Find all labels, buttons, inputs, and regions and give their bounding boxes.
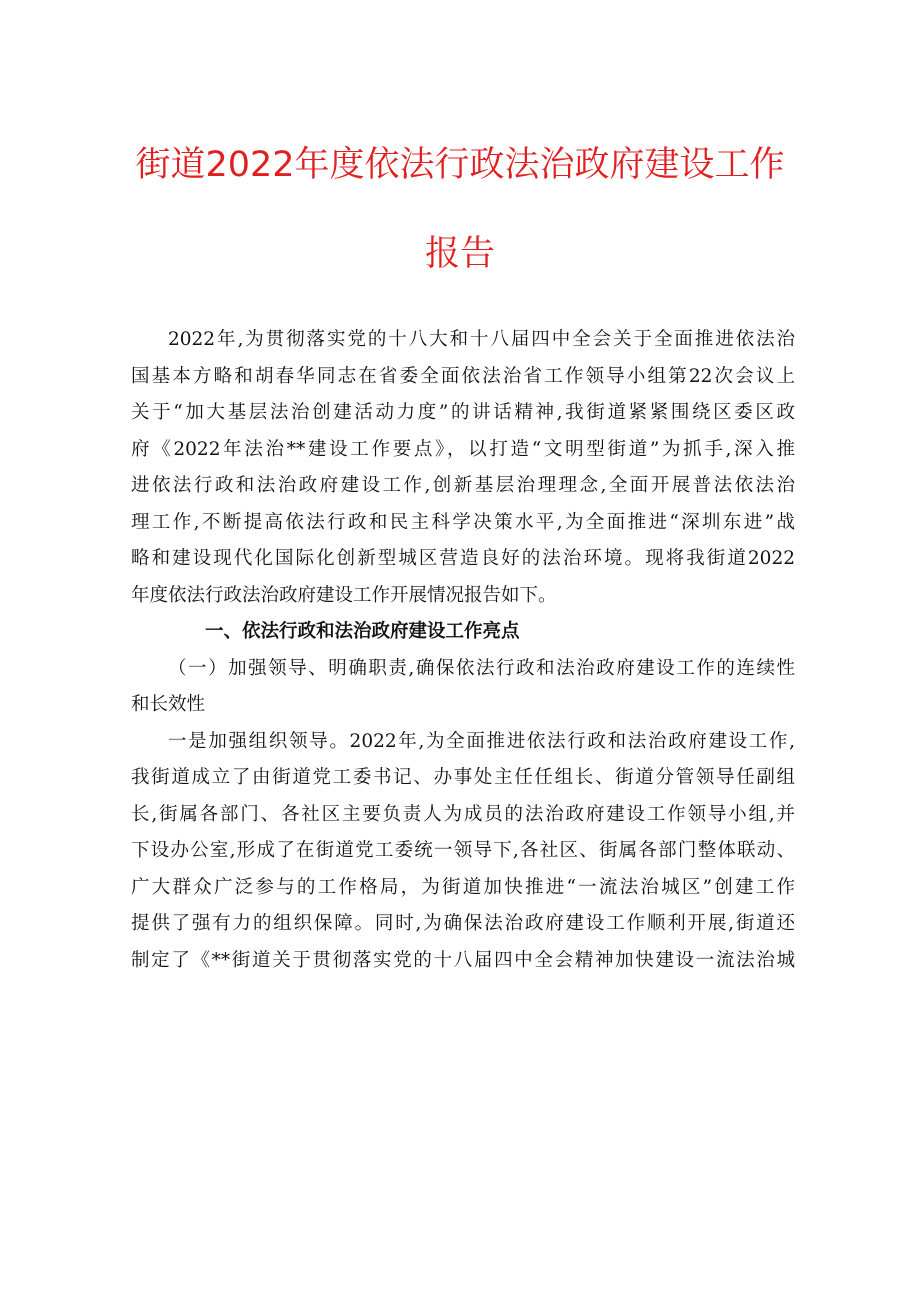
text-line: 2022年,为贯彻落实党的十八大和十八届四中全会关于全面推进依法治 — [168, 329, 795, 350]
text-line: 和长效性 — [131, 694, 206, 715]
text-line: 制定了《**街道关于贯彻落实党的十八届四中全会精神加快建设一流法治城 — [131, 949, 795, 971]
text-line: 关于“加大基层法治创建活动力度”的讲话精神,我街道紧紧围绕区委区政 — [131, 402, 795, 423]
text-line: 进依法行政和法治政府建设工作,创新基层治理理念,全面开展普法依法治 — [131, 475, 795, 496]
section-heading: 一、依法行政和法治政府建设工作亮点 — [205, 621, 520, 642]
text-line: 年度依法行政法治政府建设工作开展情况报告如下。 — [131, 584, 557, 606]
text-line: 长,街属各部门、各社区主要负责人为成员的法治政府建设工作领导小组,并 — [131, 803, 795, 825]
text-line: 下设办公室,形成了在街道党工委统一领导下,各社区、街属各部门整体联动、 — [131, 840, 795, 861]
document-title-line-1: 街道2022年度依法行政法治政府建设工作 — [135, 145, 785, 185]
text-line: 一是加强组织领导。2022年,为全面推进依法行政和法治政府建设工作, — [168, 730, 795, 752]
intro-paragraph — [131, 322, 795, 614]
document-body — [131, 322, 795, 979]
text-line: 广大群众广泛参与的工作格局，为街道加快推进“一流法治城区”创建工作 — [131, 876, 795, 898]
text-line: （一）加强领导、明确职责,确保依法行政和法治政府建设工作的连续性 — [168, 657, 795, 679]
text-line: 提供了强有力的组织保障。同时,为确保法治政府建设工作顺利开展,街道还 — [131, 913, 795, 934]
body-paragraph — [131, 724, 795, 980]
text-line: 略和建设现代化国际化创新型城区营造良好的法治环境。现将我街道2022 — [131, 548, 795, 569]
text-line: 国基本方略和胡春华同志在省委全面依法治省工作领导小组第22次会议上 — [131, 365, 795, 387]
text-line: 府《2022年法治**建设工作要点》，以打造“文明型街道”为抓手,深入推 — [131, 438, 795, 460]
text-line: 我街道成立了由街道党工委书记、办事处主任任组长、街道分管领导任副组 — [131, 767, 795, 788]
document-title-line-2: 报告 — [424, 234, 495, 274]
text-line: 理工作,不断提高依法行政和民主科学决策水平,为全面推进“深圳东进”战 — [131, 511, 795, 533]
subsection-heading — [131, 651, 795, 724]
